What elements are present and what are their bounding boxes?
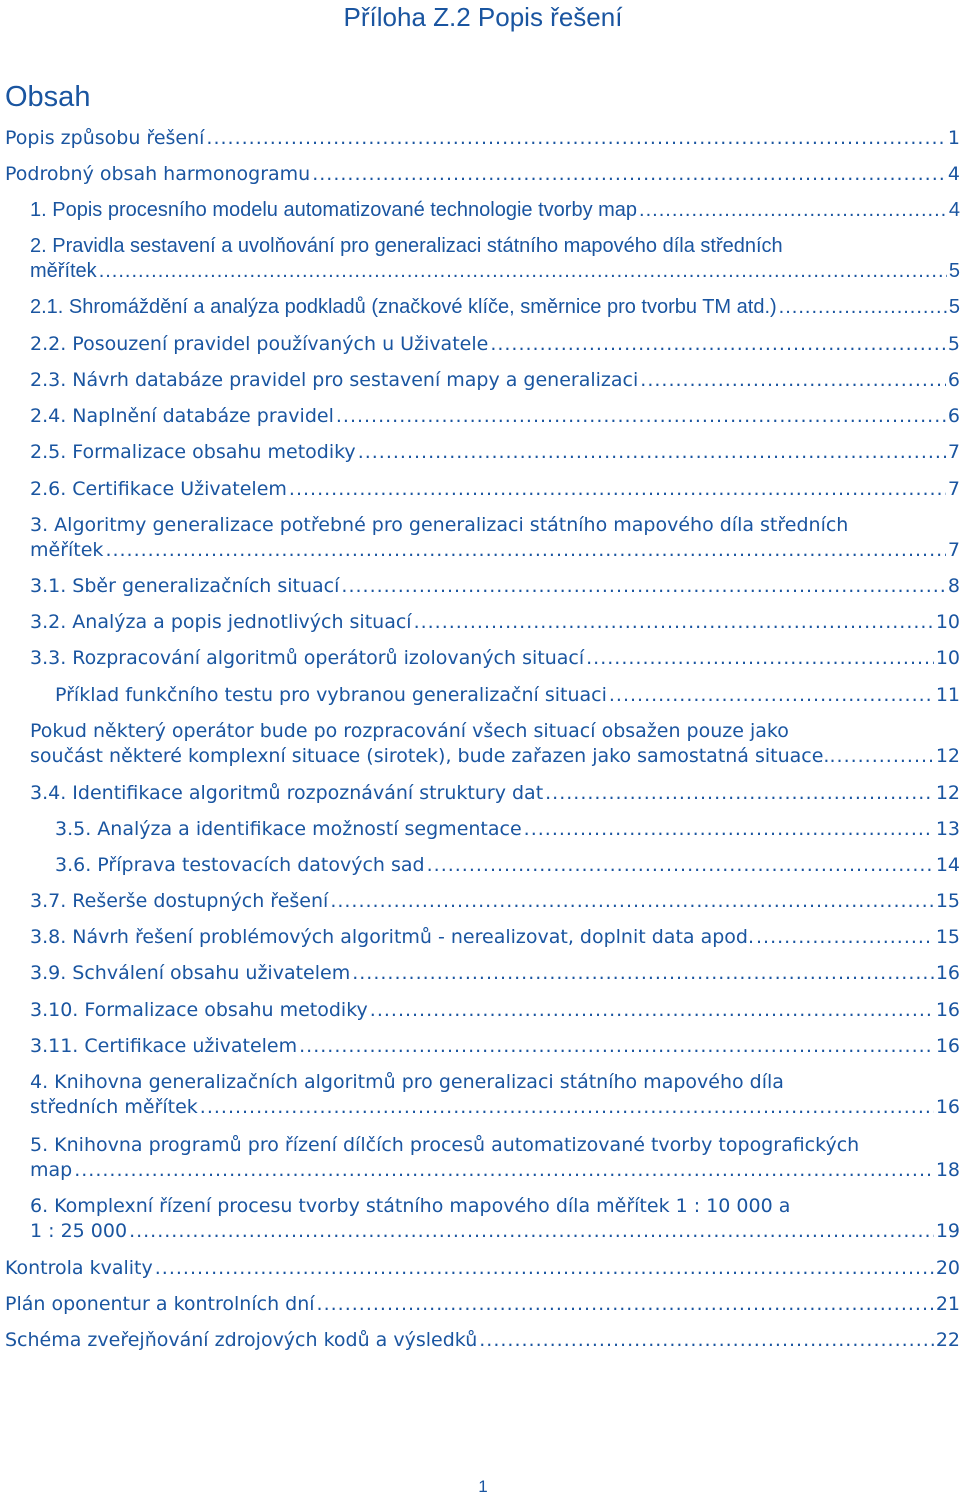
toc-entry-page: 12 bbox=[935, 745, 960, 767]
toc-entry-text: Podrobný obsah harmonogramu bbox=[5, 163, 311, 185]
dot-leader bbox=[129, 1219, 934, 1244]
toc-entry-text: měřítek bbox=[30, 539, 104, 561]
dot-leader bbox=[105, 538, 945, 563]
toc-entry-pokud-nektery-operator[interactable] bbox=[30, 719, 960, 769]
toc-entry-text: 3.6. Příprava testovacích datových sad bbox=[55, 854, 425, 876]
toc-entry-text: 3.2. Analýza a popis jednotlivých situací bbox=[30, 611, 412, 633]
dot-leader bbox=[358, 440, 946, 465]
toc-entry-page: 15 bbox=[935, 926, 960, 948]
toc-entry-text: Popis způsobu řešení bbox=[5, 127, 205, 149]
dot-leader bbox=[490, 332, 946, 357]
toc-entry-priklad-funkcniho-testu[interactable] bbox=[55, 683, 960, 708]
toc-entry-text: 3.7. Rešerše dostupných řešení bbox=[30, 890, 329, 912]
page-number: 1 bbox=[478, 1477, 488, 1496]
toc-entry-text-line1: 6. Komplexní řízení procesu tvorby státního mapového díla měřítek 1 : 10 000 a bbox=[30, 1195, 791, 1217]
toc-entry-3-7[interactable] bbox=[30, 889, 960, 914]
toc-entry-text: 3.1. Sběr generalizačních situací bbox=[30, 575, 340, 597]
toc-entry-2-5[interactable] bbox=[30, 440, 960, 465]
toc-entry-3-10[interactable] bbox=[30, 998, 960, 1023]
toc-entry-text-line1: 5. Knihovna programů pro řízení dílčích procesů automatizované tvorby topografických bbox=[30, 1134, 860, 1156]
toc-entry-text: 2.3. Návrh databáze pravidel pro sestavení mapy a generalizaci bbox=[30, 369, 639, 391]
toc-entry-text: 2.2. Posouzení pravidel používaných u Uživatele bbox=[30, 333, 489, 355]
toc-entry-3-9[interactable] bbox=[30, 961, 960, 986]
dot-leader bbox=[352, 961, 934, 986]
toc-entry-page: 7 bbox=[947, 478, 960, 500]
dot-leader bbox=[545, 781, 934, 806]
dot-leader bbox=[312, 162, 946, 187]
toc-entry-text: 3.9. Schválení obsahu uživatelem bbox=[30, 962, 351, 984]
dot-leader bbox=[74, 1158, 934, 1183]
dot-leader bbox=[639, 198, 947, 223]
toc-entry-2[interactable] bbox=[30, 234, 960, 284]
toc-entry-page: 1 bbox=[947, 127, 960, 149]
toc-entry-page: 16 bbox=[935, 1096, 960, 1118]
toc-entry-3-6[interactable] bbox=[55, 853, 960, 878]
toc-entry-3-5[interactable] bbox=[55, 817, 960, 842]
toc-entry-text: Plán oponentur a kontrolních dní bbox=[5, 1293, 315, 1315]
toc-entry-page: 22 bbox=[935, 1329, 960, 1351]
dot-leader bbox=[200, 1095, 934, 1120]
dot-leader bbox=[756, 925, 934, 950]
toc-entry-text-line1: 2. Pravidla sestavení a uvolňování pro generalizaci státního mapového díla středních bbox=[30, 235, 783, 257]
toc-entry-text: 2.1. Shromáždění a analýza podkladů (značkové klíče, směrnice pro tvorbu TM atd.) bbox=[30, 296, 777, 318]
toc-entry-text: 3.8. Návrh řešení problémových algoritmů - nerealizovat, doplnit data apod. bbox=[30, 926, 755, 948]
toc-entry-2-1[interactable] bbox=[30, 295, 960, 320]
toc-entry-text: 1. Popis procesního modelu automatizované technologie tvorby map bbox=[30, 199, 638, 221]
toc-entry-3-2[interactable] bbox=[30, 610, 960, 635]
dot-leader bbox=[336, 404, 946, 429]
toc-entry-text: Schéma zveřejňování zdrojových kodů a výsledků bbox=[5, 1329, 478, 1351]
toc-entry-page: 7 bbox=[947, 539, 960, 561]
toc-entry-page: 4 bbox=[947, 163, 960, 185]
toc-entry-text: součást některé komplexní situace (sirotek), bude zařazen jako samostatná situace. bbox=[30, 745, 830, 767]
dot-leader bbox=[640, 368, 946, 393]
dot-leader bbox=[341, 574, 946, 599]
toc-entry-text: 3.3. Rozpracování algoritmů operátorů izolovaných situací bbox=[30, 647, 585, 669]
dot-leader bbox=[370, 998, 934, 1023]
toc-entry-text: 1 : 25 000 bbox=[30, 1220, 128, 1242]
toc-entry-4[interactable] bbox=[30, 1070, 960, 1120]
toc-entry-plan-oponentur[interactable] bbox=[5, 1292, 960, 1317]
toc-entry-page: 15 bbox=[935, 890, 960, 912]
toc-entry-3[interactable] bbox=[30, 513, 960, 563]
toc-entry-page: 11 bbox=[935, 684, 960, 706]
dot-leader bbox=[609, 683, 934, 708]
toc-entry-page: 16 bbox=[935, 962, 960, 984]
toc-entry-page: 10 bbox=[935, 647, 960, 669]
toc-entry-page: 10 bbox=[935, 611, 960, 633]
toc-entry-3-3[interactable] bbox=[30, 646, 960, 671]
toc-entry-6[interactable] bbox=[30, 1194, 960, 1244]
toc-entry-page: 18 bbox=[935, 1159, 960, 1181]
toc-entry-page: 20 bbox=[935, 1257, 960, 1279]
toc-entry-page: 16 bbox=[935, 1035, 960, 1057]
toc-entry-3-11[interactable] bbox=[30, 1034, 960, 1059]
toc-entry-page: 5 bbox=[948, 260, 960, 282]
toc-entry-page: 16 bbox=[935, 999, 960, 1021]
dot-leader bbox=[829, 744, 935, 769]
toc-entry-text: 3.5. Analýza a identifikace možností segmentace bbox=[55, 818, 522, 840]
toc-entry-2-4[interactable] bbox=[30, 404, 960, 429]
toc-entry-text: 3.10. Formalizace obsahu metodiky bbox=[30, 999, 368, 1021]
dot-leader bbox=[155, 1256, 934, 1281]
dot-leader bbox=[479, 1328, 934, 1353]
toc-entry-page: 6 bbox=[947, 405, 960, 427]
dot-leader bbox=[289, 477, 946, 502]
toc-entry-1[interactable] bbox=[30, 198, 960, 223]
toc-entry-page: 4 bbox=[948, 199, 960, 221]
toc-entry-2-6[interactable] bbox=[30, 477, 960, 502]
toc-entry-page: 13 bbox=[935, 818, 960, 840]
toc-entry-kontrola-kvality[interactable] bbox=[5, 1256, 960, 1281]
toc-entry-3-4[interactable] bbox=[30, 781, 960, 806]
document-title: Příloha Z.2 Popis řešení bbox=[343, 2, 623, 32]
toc-entry-text: 2.4. Naplnění databáze pravidel bbox=[30, 405, 334, 427]
toc-entry-2-2[interactable] bbox=[30, 332, 960, 357]
toc-entry-2-3[interactable] bbox=[30, 368, 960, 393]
toc-entry-page: 21 bbox=[935, 1293, 960, 1315]
toc-entry-text: 2.5. Formalizace obsahu metodiky bbox=[30, 441, 356, 463]
toc-entry-page: 12 bbox=[935, 782, 960, 804]
dot-leader bbox=[586, 646, 934, 671]
toc-entry-text: měřítek bbox=[30, 260, 97, 282]
toc-entry-page: 8 bbox=[947, 575, 960, 597]
toc-entry-text: středních měřítek bbox=[30, 1096, 198, 1118]
toc-entry-text-line1: 3. Algoritmy generalizace potřebné pro generalizaci státního mapového díla středních bbox=[30, 514, 849, 536]
dot-leader bbox=[206, 126, 945, 151]
toc-entry-text: 3.4. Identifikace algoritmů rozpoznávání struktury dat bbox=[30, 782, 544, 804]
toc-entry-page: 7 bbox=[947, 441, 960, 463]
dot-leader bbox=[427, 853, 934, 878]
toc-entry-3-1[interactable] bbox=[30, 574, 960, 599]
toc-heading: Obsah bbox=[5, 81, 91, 113]
toc-entry-5[interactable] bbox=[30, 1133, 960, 1183]
toc-entry-schema-zverejnovani[interactable] bbox=[5, 1328, 960, 1353]
toc-entry-podrobny-obsah[interactable] bbox=[5, 162, 960, 187]
dot-leader bbox=[330, 889, 934, 914]
toc-entry-3-8[interactable] bbox=[30, 925, 960, 950]
toc-entry-page: 5 bbox=[947, 333, 960, 355]
toc-entry-text: Kontrola kvality bbox=[5, 1257, 153, 1279]
toc-entry-text: map bbox=[30, 1159, 73, 1181]
toc-entry-page: 6 bbox=[947, 369, 960, 391]
toc-entry-text: 2.6. Certifikace Uživatelem bbox=[30, 478, 287, 500]
dot-leader bbox=[414, 610, 934, 635]
dot-leader bbox=[779, 295, 947, 320]
dot-leader bbox=[524, 817, 934, 842]
toc-entry-popis-zpusobu-reseni[interactable] bbox=[5, 126, 960, 151]
toc-entry-page: 5 bbox=[948, 296, 960, 318]
dot-leader bbox=[317, 1292, 934, 1317]
toc-entry-text-line1: Pokud některý operátor bude po rozpracování všech situací obsažen pouze jako bbox=[30, 720, 789, 742]
dot-leader bbox=[99, 259, 947, 284]
toc-entry-page: 19 bbox=[935, 1220, 960, 1242]
toc-entry-page: 14 bbox=[935, 854, 960, 876]
dot-leader bbox=[299, 1034, 934, 1059]
toc-entry-text-line1: 4. Knihovna generalizačních algoritmů pro generalizaci státního mapového díla bbox=[30, 1071, 784, 1093]
toc-entry-text: Příklad funkčního testu pro vybranou generalizační situaci bbox=[55, 684, 607, 706]
toc-entry-text: 3.11. Certifikace uživatelem bbox=[30, 1035, 298, 1057]
